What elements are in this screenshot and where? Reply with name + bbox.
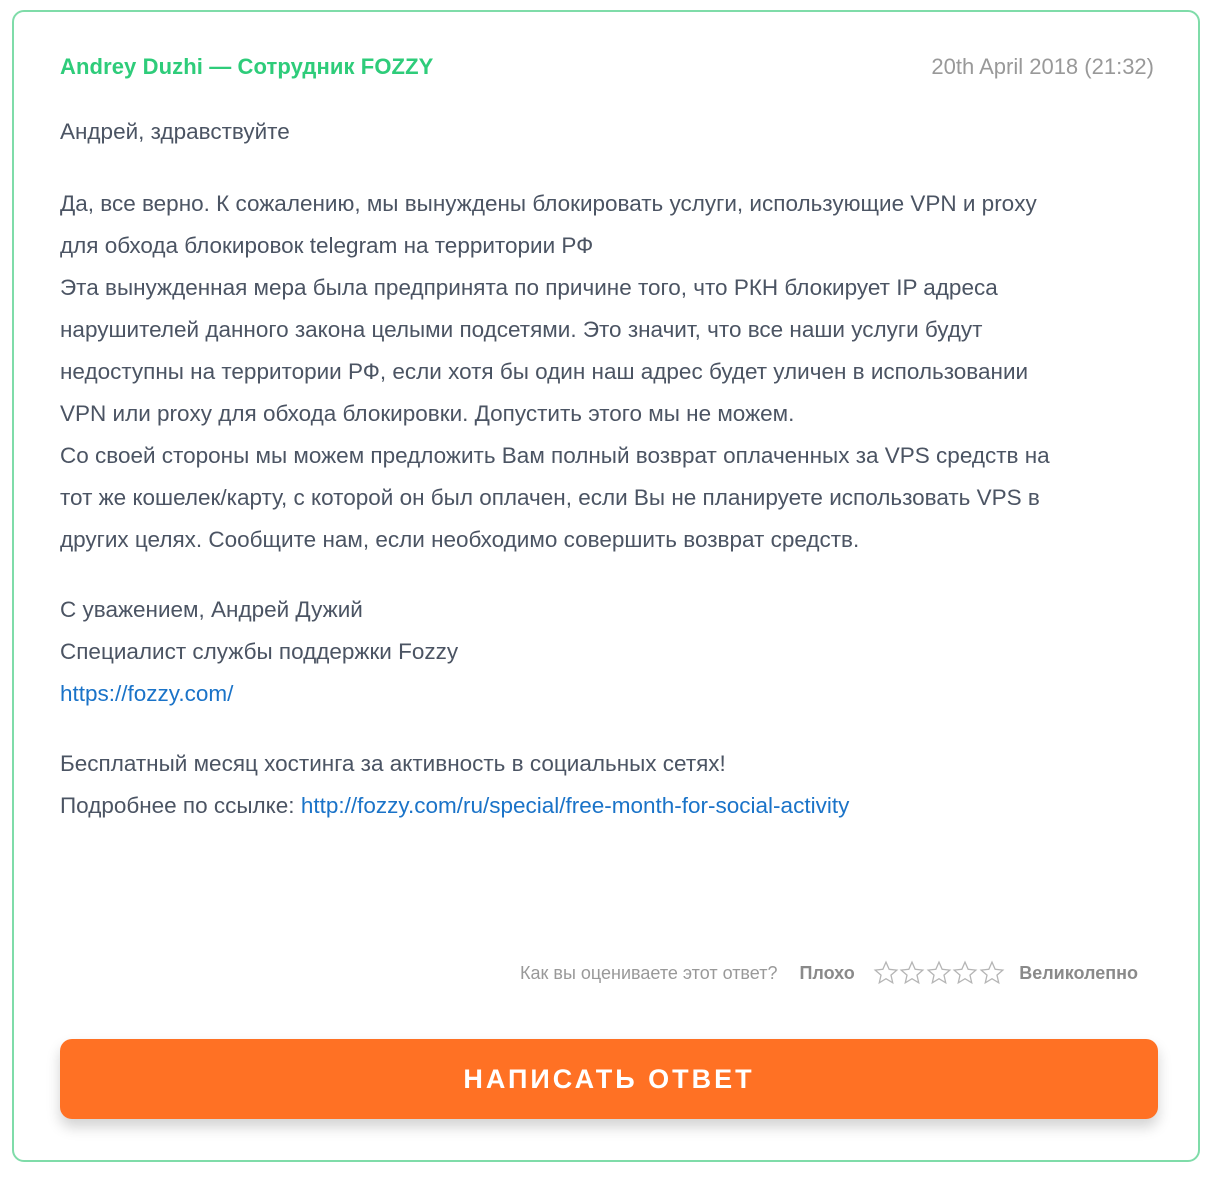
signature-site-link[interactable]: https://fozzy.com/ [60,681,234,706]
message-line: нарушителей данного закона целыми подсетями. Это значит, что все наши услуги будут [60,317,983,342]
message-line: Со своей стороны мы можем предложить Вам полный возврат оплаченных за VPS средств на [60,443,1050,468]
message-body [60,111,1158,827]
message-line: тот же кошелек/карту, с которой он был оплачен, если Вы не планируете использовать VPS в [60,485,1040,510]
message-line: недоступны на территории РФ, если хотя бы один наш адрес будет уличен в использовании [60,359,1029,384]
rating-widget [520,958,1138,988]
write-reply-button[interactable]: НАПИСАТЬ ОТВЕТ [60,1039,1158,1119]
rating-question: Как вы оцениваете этот ответ? [520,962,778,983]
rating-stars [873,960,1006,986]
star-icon[interactable] [952,960,978,986]
author-name: Andrey Duzhi — Сотрудник FOZZY [60,54,434,79]
reply-card [12,10,1200,1162]
rating-low-label: Плохо [799,962,855,983]
promo-link[interactable]: http://fozzy.com/ru/special/free-month-for-social-activity [300,793,850,818]
promo-details [60,785,1158,827]
signature-regards: С уважением, Андрей Дужий [60,597,363,622]
star-icon[interactable] [873,960,899,986]
message-line: для обхода блокировок telegram на территории РФ [60,233,594,258]
reply-header [60,52,1154,82]
star-icon[interactable] [926,960,952,986]
message-line: Да, все верно. К сожалению, мы вынуждены блокировать услуги, использующие VPN и proxy [60,191,1037,216]
message-line: Эта вынужденная мера была предпринята по причине того, что РКН блокирует IP адреса [60,275,998,300]
rating-high-label: Великолепно [1019,962,1138,983]
signature-position: Специалист службы поддержки Fozzy [60,639,459,664]
star-icon[interactable] [979,960,1005,986]
reply-date: 20th April 2018 (21:32) [931,54,1154,79]
promo-details-prefix: Подробнее по ссылке: [60,793,301,818]
message-line: других целях. Сообщите нам, если необходимо совершить возврат средств. [60,527,860,552]
promo-text: Бесплатный месяц хостинга за активность в социальных сетях! [60,751,726,776]
message-line: VPN или proxy для обхода блокировки. Допустить этого мы не можем. [60,401,795,426]
greeting: Андрей, здравствуйте [60,119,290,144]
star-icon[interactable] [899,960,925,986]
